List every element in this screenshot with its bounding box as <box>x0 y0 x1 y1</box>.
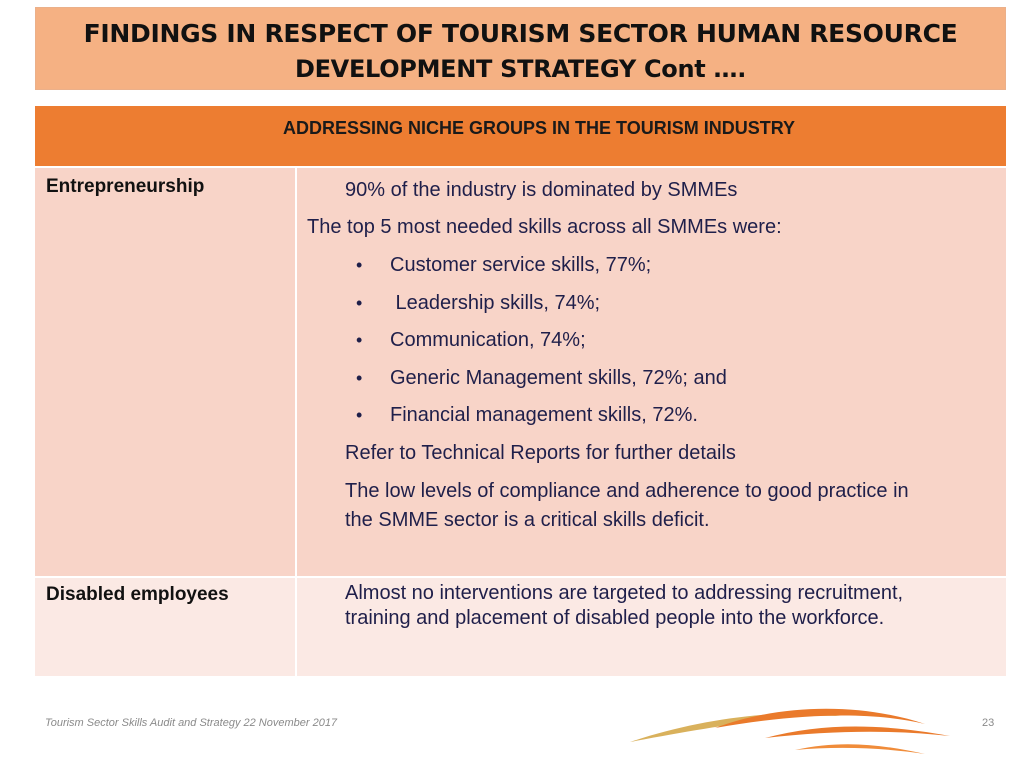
list-item: Communication, 74%; <box>390 329 586 351</box>
page-number: 23 <box>982 717 995 729</box>
deficit-note-line-1: The low levels of compliance and adherence to good practice in <box>345 480 909 502</box>
bullet-dot-icon: • <box>356 330 363 350</box>
table-row-disabled-employees <box>35 578 1006 676</box>
refer-text: Refer to Technical Reports for further details <box>345 442 736 464</box>
list-item: Leadership skills, 74%; <box>390 292 601 314</box>
table-row-entrepreneurship <box>35 168 1006 576</box>
slide-title-line-1: FINDINGS IN RESPECT OF TOURISM SECTOR HUMAN RESOURCE <box>83 19 958 48</box>
slide-title-box <box>35 7 1006 90</box>
list-item: Customer service skills, 77%; <box>390 254 652 276</box>
skills-lead-text: The top 5 most needed skills across all SMMEs were: <box>307 216 782 238</box>
row-label-disabled-employees: Disabled employees <box>46 584 229 605</box>
bullet-dot-icon: • <box>356 368 363 388</box>
list-item: Generic Management skills, 72%; and <box>390 367 727 389</box>
table-header-text: ADDRESSING NICHE GROUPS IN THE TOURISM INDUSTRY <box>283 118 796 138</box>
niche-groups-table <box>35 106 1006 676</box>
bullet-dot-icon: • <box>356 255 363 275</box>
column-divider <box>295 168 297 576</box>
smme-intro-text: 90% of the industry is dominated by SMMEs <box>345 179 738 201</box>
bullet-dot-icon: • <box>356 293 363 313</box>
disabled-text-line-1: Almost no interventions are targeted to addressing recruitment, <box>345 582 904 604</box>
bullet-dot-icon: • <box>356 405 363 425</box>
deficit-note-line-2: the SMME sector is a critical skills deficit. <box>345 509 710 531</box>
row-label-entrepreneurship: Entrepreneurship <box>46 176 205 197</box>
disabled-text-line-2: training and placement of disabled people into the workforce. <box>345 607 885 629</box>
footer-caption: Tourism Sector Skills Audit and Strategy 22 November 2017 <box>45 717 338 729</box>
list-item: Financial management skills, 72%. <box>390 404 698 426</box>
column-divider <box>295 578 297 676</box>
swoosh-logo-icon <box>625 700 955 760</box>
table-header <box>35 106 1006 166</box>
slide-title-line-2: DEVELOPMENT STRATEGY Cont …. <box>294 55 747 83</box>
